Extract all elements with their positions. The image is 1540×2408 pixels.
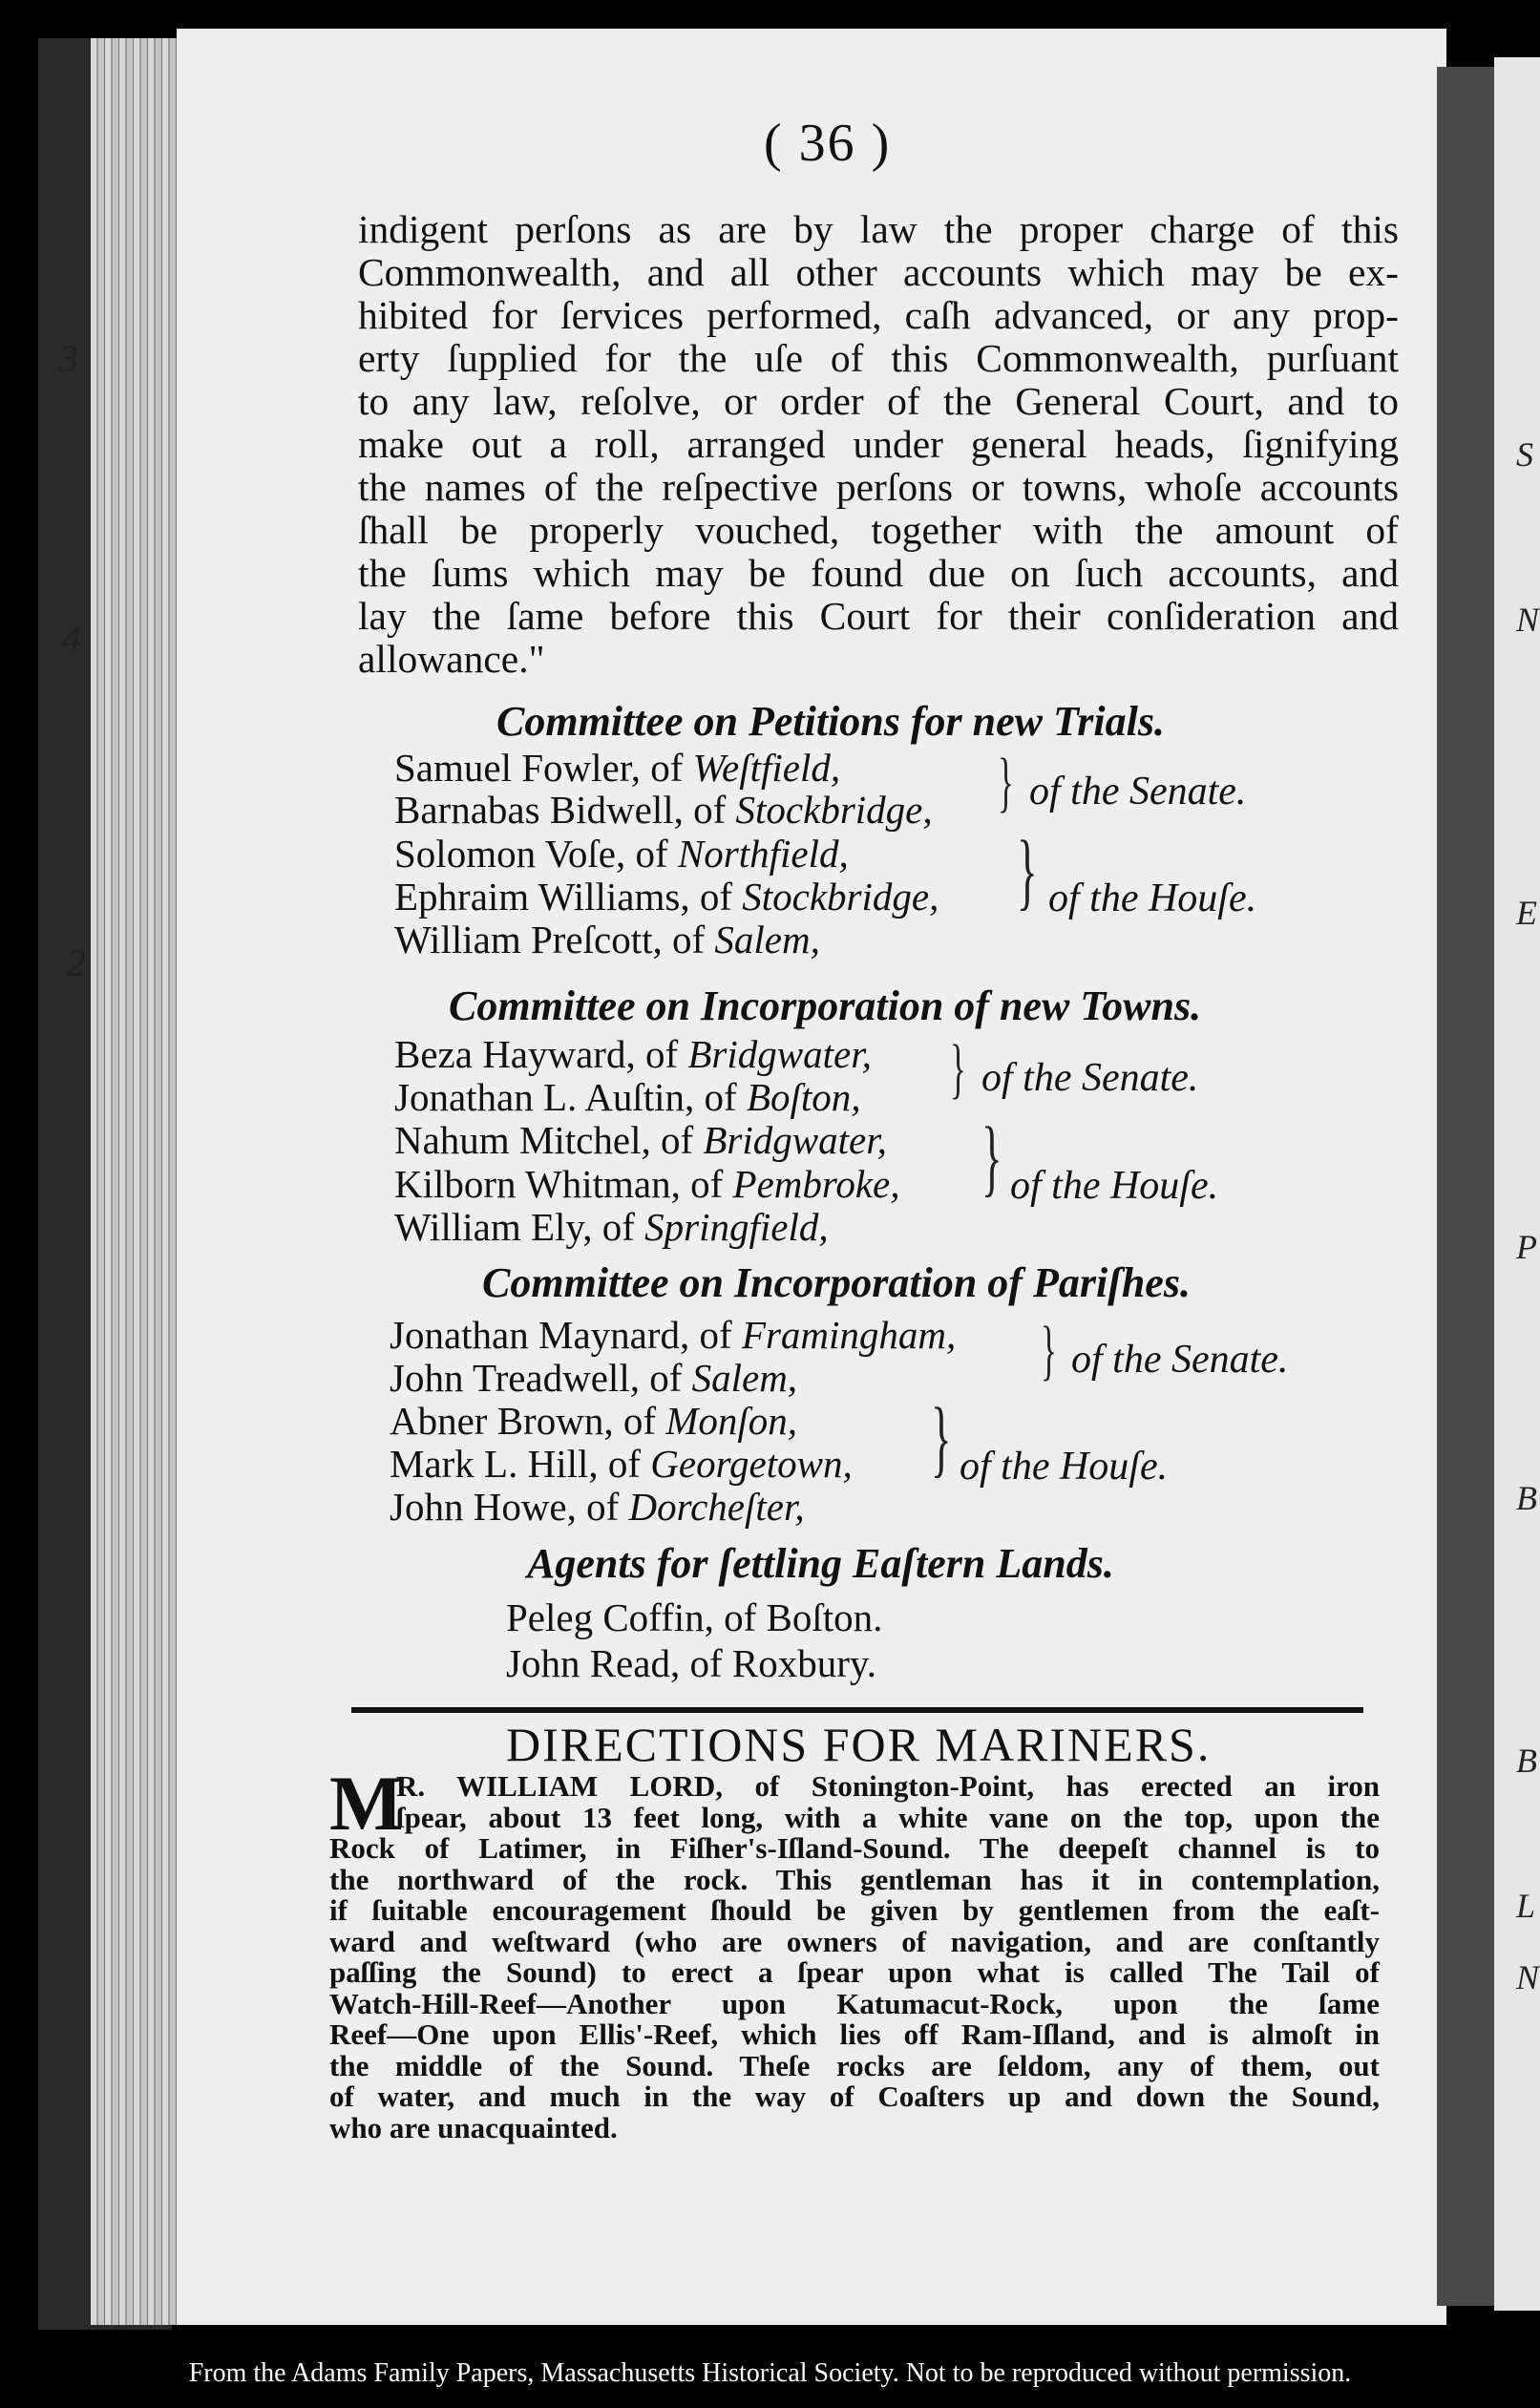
agent-name: John Read, of Roxbury. (506, 1641, 876, 1685)
page-number: ( 36 ) (764, 114, 892, 173)
senate-member: Jonathan L. Auſtin, of Boſton, (394, 1075, 861, 1119)
text-line: Rock of Latimer, in Fiſher's-Iſland-Sound. The deepeſt channel is to (329, 1831, 1380, 1865)
house-member: Kilborn Whitman, of Pembroke, (394, 1162, 900, 1206)
house-member: Mark L. Hill, of Georgetown, (390, 1442, 853, 1486)
brace: } (1041, 1314, 1057, 1387)
text-line: indigent perſons as are by law the proper charge of this (358, 207, 1399, 251)
house-member: William Ely, of Springfield, (394, 1205, 829, 1249)
facing-letter: S (1516, 435, 1533, 474)
facing-letter: N (1516, 601, 1540, 639)
page-edges (91, 38, 181, 2325)
intro-paragraph (358, 208, 1399, 681)
house-label: of the Houſe. (1010, 1164, 1219, 1208)
agents-heading: Agents for ſettling Eaſtern Lands. (527, 1540, 1114, 1587)
agent-name: Peleg Coffin, of Boſton. (506, 1595, 883, 1639)
text-line: ſpear, about 13 feet long, with a white vane on the top, upon the (396, 1800, 1380, 1834)
text-line: the middle of the Sound. Theſe rocks are ſeldom, any of them, out (329, 2048, 1380, 2082)
senate-member: Barnabas Bidwell, of Stockbridge, (394, 788, 933, 832)
text-line: Watch-Hill-Reef—Another upon Katumacut-Rock, upon the ſame (329, 1986, 1380, 2020)
drop-cap: M (329, 1760, 404, 1847)
text-line: if ſuitable encouragement ſhould be given by gentlemen from the eaſt- (329, 1893, 1380, 1927)
house-member: William Preſcott, of Salem, (394, 918, 820, 961)
margin-mark-4: 4 (62, 617, 81, 660)
facing-letter: L (1516, 1887, 1536, 1925)
brace: } (931, 1391, 952, 1486)
senate-member: Jonathan Maynard, of Framingham, (390, 1313, 957, 1357)
text-line: the ſums which may be found due on ſuch accounts, and (358, 551, 1399, 595)
facing-letter: N (1516, 1958, 1540, 1996)
house-member: Abner Brown, of Monſon, (390, 1399, 798, 1443)
directions-paragraph (329, 1771, 1380, 2144)
copyright-footer: From the Adams Family Papers, Massachusetts Historical Society. Not to be reproduced without permission. (188, 2358, 1352, 2388)
senate-member: Beza Hayward, of Bridgwater, (394, 1032, 872, 1076)
brace: } (950, 1032, 966, 1106)
text-line: ſhall be properly vouched, together with the amount of (358, 508, 1399, 552)
house-member: Ephraim Williams, of Stockbridge, (394, 875, 939, 919)
text-line: who are unacquainted. (329, 2110, 618, 2144)
margin-mark-2: 2 (67, 941, 86, 984)
page-gutter (1437, 67, 1494, 2306)
margin-mark-3: 3 (59, 337, 78, 380)
text-line: hibited for ſervices performed, caſh advanced, or any prop- (358, 293, 1399, 337)
brace: } (1017, 824, 1038, 919)
facing-letter: B (1516, 1479, 1537, 1517)
text-line: to any law, reſolve, or order of the General Court, and to (358, 379, 1399, 423)
text-line: Commonwealth, and all other accounts which may be ex- (358, 250, 1399, 294)
text-line: the northward of the rock. This gentleman has it in contemplation, (329, 1862, 1380, 1896)
senate-label: of the Senate. (981, 1056, 1199, 1100)
house-member: Nahum Mitchel, of Bridgwater, (394, 1118, 887, 1162)
text-line: make out a roll, arranged under general heads, ſignifying (358, 422, 1399, 466)
directions-title: DIRECTIONS FOR MARINERS. (506, 1718, 1212, 1771)
text-line: R. WILLIAM LORD, of Stonington-Point, has erected an iron (396, 1769, 1380, 1803)
brace: } (998, 746, 1014, 819)
senate-member: John Treadwell, of Salem, (390, 1356, 798, 1400)
text-line: erty ſupplied for the uſe of this Commonwealth, purſuant (358, 336, 1399, 380)
text-line: paſſing the Sound) to erect a ſpear upon what is called The Tail of (329, 1955, 1380, 1989)
house-label: of the Houſe. (960, 1445, 1169, 1489)
text-line: ward and weſtward (who are owners of navigation, and are conſtantly (329, 1924, 1380, 1958)
facing-letter: B (1516, 1742, 1537, 1780)
text-line: Reef—One upon Ellis'-Reef, which lies off Ram-Iſland, and is almoſt in (329, 2017, 1380, 2051)
house-label: of the Houſe. (1048, 877, 1257, 920)
committee-heading: Committee on Petitions for new Trials. (496, 698, 1165, 745)
brace: } (981, 1110, 1002, 1205)
senate-label: of the Senate. (1029, 770, 1247, 813)
house-member: Solomon Voſe, of Northfield, (394, 832, 849, 876)
facing-letter: P (1516, 1228, 1537, 1266)
text-line: of water, and much in the way of Coaſters up and down the Sound, (329, 2080, 1380, 2113)
committee-heading: Committee on Incorporation of Pariſhes. (482, 1259, 1191, 1306)
committee-heading: Committee on Incorporation of new Towns. (449, 982, 1202, 1029)
house-member: John Howe, of Dorcheſter, (390, 1485, 805, 1529)
senate-label: of the Senate. (1071, 1338, 1289, 1382)
senate-member: Samuel Fowler, of Weſtfield, (394, 746, 841, 790)
section-divider (351, 1707, 1363, 1713)
text-line: lay the ſame before this Court for their conſideration and (358, 594, 1399, 638)
text-line: allowance." (358, 637, 545, 681)
text-line: the names of the reſpective perſons or towns, whoſe accounts (358, 465, 1399, 509)
facing-letter: E (1516, 894, 1537, 932)
